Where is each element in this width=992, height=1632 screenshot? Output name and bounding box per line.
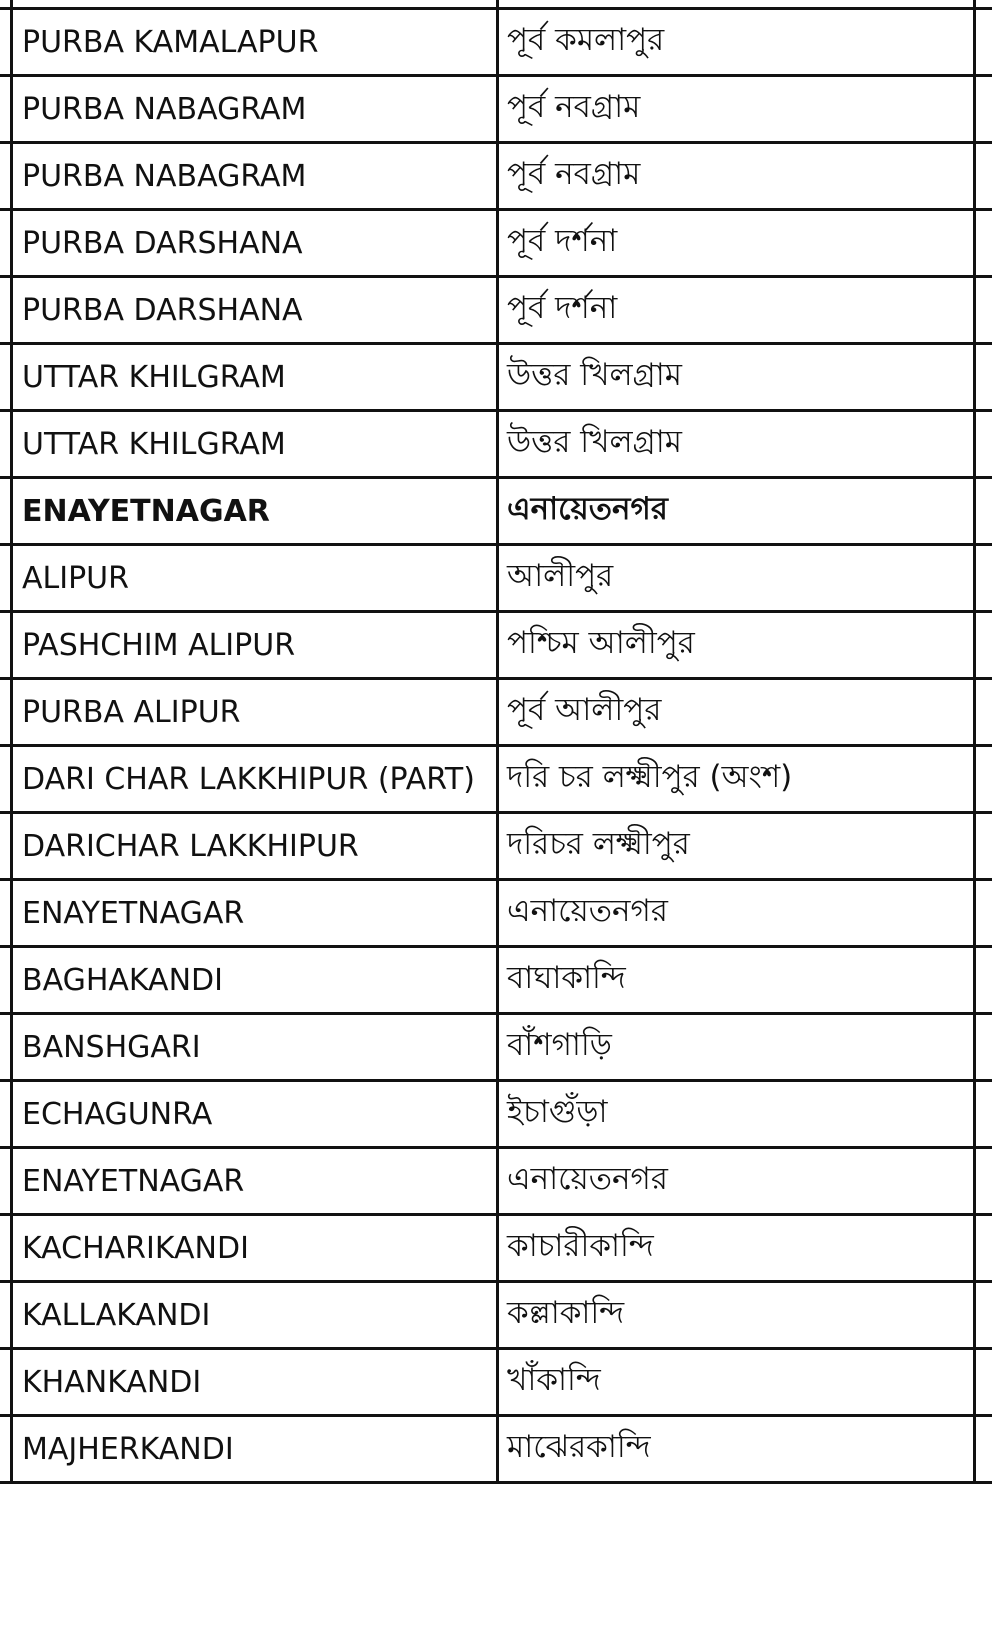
table-row (0, 77, 992, 144)
table-row (0, 1082, 992, 1149)
bengali-name-cell: কাচারীকান্দি (496, 1216, 976, 1280)
table-row (0, 1149, 992, 1216)
english-name-cell: UTTAR KHILGRAM (10, 412, 496, 476)
bengali-name-cell: পূর্ব কমলাপুর (496, 10, 976, 74)
english-name-cell: BAGHAKANDI (10, 948, 496, 1012)
english-name-cell: PURBA DARSHANA (10, 278, 496, 342)
table-row (0, 144, 992, 211)
english-name-cell: DARICHAR LAKKHIPUR (10, 814, 496, 878)
bengali-name-cell: মাঝেরকান্দি (496, 1417, 976, 1481)
table-row (0, 1283, 992, 1350)
table-row (0, 1350, 992, 1417)
bengali-name-cell: পূর্ব নবগ্রাম (496, 77, 976, 141)
bengali-name-cell: বাঁশগাড়ি (496, 1015, 976, 1079)
bengali-name-cell: পূর্ব দর্শনা (496, 211, 976, 275)
english-name-cell (10, 0, 496, 7)
bengali-name-cell: আলীপুর (496, 546, 976, 610)
table-row (0, 948, 992, 1015)
bengali-name-cell: এনায়েতনগর (496, 479, 976, 543)
bengali-name-cell: কল্লাকান্দি (496, 1283, 976, 1347)
english-name-cell: BANSHGARI (10, 1015, 496, 1079)
bengali-name-cell: পূর্ব নবগ্রাম (496, 144, 976, 208)
english-name-cell: ECHAGUNRA (10, 1082, 496, 1146)
table-row (0, 747, 992, 814)
english-name-cell: PURBA ALIPUR (10, 680, 496, 744)
bengali-name-cell: পশ্চিম আলীপুর (496, 613, 976, 677)
bengali-name-cell: পূর্ব দর্শনা (496, 278, 976, 342)
english-name-cell: KHANKANDI (10, 1350, 496, 1414)
table-row (0, 211, 992, 278)
bengali-name-cell (496, 0, 976, 7)
table-row (0, 412, 992, 479)
table-row (0, 680, 992, 747)
english-name-cell: PURBA NABAGRAM (10, 77, 496, 141)
table-row (0, 0, 992, 10)
bengali-name-cell: দরিচর লক্ষ্মীপুর (496, 814, 976, 878)
bengali-name-cell: খাঁকান্দি (496, 1350, 976, 1414)
table-row (0, 1417, 992, 1484)
bengali-name-cell: উত্তর খিলগ্রাম (496, 345, 976, 409)
bengali-name-cell: বাঘাকান্দি (496, 948, 976, 1012)
english-name-cell: PURBA DARSHANA (10, 211, 496, 275)
bengali-name-cell: এনায়েতনগর (496, 1149, 976, 1213)
table-row (0, 814, 992, 881)
table-row (0, 278, 992, 345)
english-name-cell: ENAYETNAGAR (10, 479, 496, 543)
table-row (0, 613, 992, 680)
bengali-name-cell: ইচাগুঁড়া (496, 1082, 976, 1146)
table-row (0, 546, 992, 613)
table-row (0, 1216, 992, 1283)
english-name-cell: KACHARIKANDI (10, 1216, 496, 1280)
english-name-cell: ALIPUR (10, 546, 496, 610)
english-name-cell: PURBA NABAGRAM (10, 144, 496, 208)
bengali-name-cell: দরি চর লক্ষ্মীপুর (অংশ) (496, 747, 976, 811)
table-row (0, 1015, 992, 1082)
english-name-cell: ENAYETNAGAR (10, 1149, 496, 1213)
bengali-name-cell: এনায়েতনগর (496, 881, 976, 945)
bengali-name-cell: উত্তর খিলগ্রাম (496, 412, 976, 476)
english-name-cell: PASHCHIM ALIPUR (10, 613, 496, 677)
english-name-cell: ENAYETNAGAR (10, 881, 496, 945)
table-row (0, 10, 992, 77)
english-name-cell: KALLAKANDI (10, 1283, 496, 1347)
bengali-name-cell: পূর্ব আলীপুর (496, 680, 976, 744)
table-row-header (0, 479, 992, 546)
english-name-cell: PURBA KAMALAPUR (10, 10, 496, 74)
english-name-cell: UTTAR KHILGRAM (10, 345, 496, 409)
english-name-cell: DARI CHAR LAKKHIPUR (PART) (10, 747, 496, 811)
table-row (0, 345, 992, 412)
table-row (0, 881, 992, 948)
english-name-cell: MAJHERKANDI (10, 1417, 496, 1481)
